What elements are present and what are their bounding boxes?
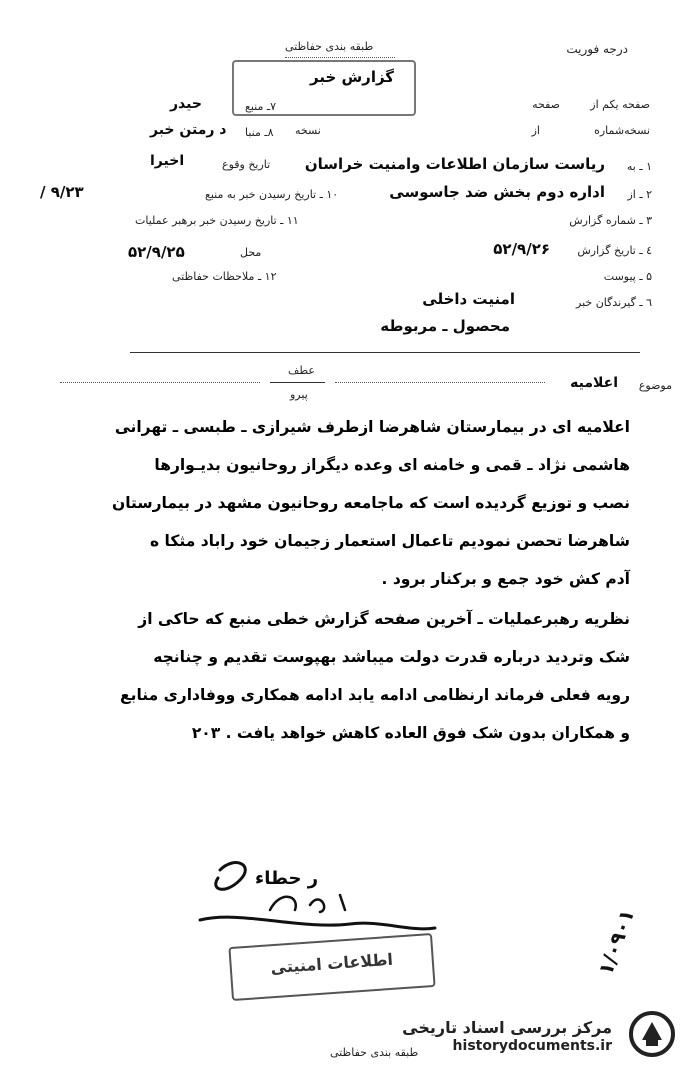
report-title: گزارش خبر — [310, 68, 395, 86]
subject-dotted-left — [60, 382, 260, 383]
body-line: آدم کش خود جمع و برکنار برود . — [381, 570, 630, 588]
copy-label: نسخه‌شماره — [594, 124, 650, 137]
field-5-label: ۵ ـ پیوست — [603, 270, 652, 283]
field-2-label: ۲ ـ از — [627, 188, 652, 201]
body-line: نظریه رهبرعملیات ـ آخرین صفحه گزارش خطی منبع که حاکی از — [138, 610, 630, 628]
copy-of-label: از — [531, 124, 540, 137]
body-line: رویه فعلی فرماند ارنظامی ادامه یابد ادامه همکاری ووفاداری منابع — [120, 686, 630, 704]
copy-of-label-2: نسخه — [295, 124, 321, 137]
field-6-value-2: محصول ـ مربوطه — [380, 317, 510, 335]
field-10-label: ۱۰ ـ تاریخ رسیدن خبر به منبع — [205, 188, 339, 201]
atf-divider — [270, 382, 325, 383]
classification-underline — [285, 57, 395, 58]
stamp-text: اطلاعات امنیتی — [270, 949, 394, 978]
field-12-label: ۱۲ ـ ملاحظات حفاظتی — [172, 270, 277, 283]
body-line: اعلامیه ای در بیمارستان شاهرضا ازطرف شیرازی ـ طبسی ـ تهرانی — [114, 418, 630, 436]
header-divider — [130, 352, 640, 353]
classification-bottom: طبقه بندی حفاظتی — [330, 1046, 419, 1059]
body-line: نصب و توزیع گردیده است که ماجامعه روحانیون مشهد در بیمارستان — [111, 494, 630, 512]
classification-top: طبقه بندی حفاظتی — [285, 40, 374, 53]
field-1-date-label: تاریخ وقوع — [222, 158, 271, 171]
watermark-url: historydocuments.ir — [452, 1038, 612, 1054]
field-11-value: ۵۲/۹/۲۵ — [128, 243, 185, 261]
body-line: شاهرضا تحصن نمودیم تاعمال استعمار زجیمان خود راباد مثکا ه — [150, 532, 630, 550]
subject-value: اعلامیه — [570, 375, 618, 391]
source-label: ۷ـ منبع — [245, 100, 277, 113]
field-1-date-value: اخیرا — [150, 153, 185, 169]
assessment-label: ۸ـ منبا — [245, 126, 274, 139]
source-value: حیدر — [170, 96, 202, 112]
field-10-value: ۹/۲۳ / — [40, 183, 84, 201]
subject-dotted-right — [335, 382, 545, 383]
priority-label: درجه فوریت — [566, 42, 628, 56]
subject-label: موضوع — [638, 379, 672, 392]
body-line: هاشمی نژاد ـ قمی و خامنه ای وعده دیگراز روحانیون بدیـوارها — [154, 456, 630, 474]
signature-text: ر حطاء — [255, 868, 319, 889]
field-4-label: ٤ ـ تاریخ گزارش — [577, 244, 652, 257]
archive-logo-icon — [628, 1010, 676, 1058]
field-1-value: ریاست سازمان اطلاعات وامنیت خراسان — [304, 155, 605, 173]
handwritten-number: ۱/۰۹۰۱ — [593, 905, 640, 979]
field-3-label: ۳ ـ شماره گزارش — [569, 214, 652, 227]
field-6-value-1: امنیت داخلی — [422, 290, 515, 308]
field-1-label: ۱ ـ به — [626, 160, 652, 173]
field-6-label: ٦ ـ گیرندگان خبر — [576, 296, 652, 309]
field-4-value: ۵۲/۹/۲۶ — [493, 240, 550, 258]
page-label: صفحه یکم از — [590, 98, 650, 111]
place-label: محل — [240, 246, 262, 259]
page-of-label: صفحه — [532, 98, 560, 111]
watermark-name: مرکز بررسی اسناد تاریخی — [402, 1018, 612, 1037]
atf-label: عطف — [288, 364, 315, 377]
body-line: شک وتردید درباره قدرت دولت میباشد بهپوست تقدیم و چنانچه — [153, 648, 630, 666]
body-line: و همکاران بدون شک فوق العاده کاهش خواهد یافت . ۲۰۳ — [191, 724, 630, 742]
field-11-label: ۱۱ ـ تاریخ رسیدن خبر برهبر عملیات — [135, 214, 299, 227]
peyro-label: پیرو — [290, 388, 308, 401]
assessment-value: د رمتن خبر — [150, 122, 227, 138]
field-2-value: اداره دوم بخش ضد جاسوسی — [389, 183, 605, 201]
